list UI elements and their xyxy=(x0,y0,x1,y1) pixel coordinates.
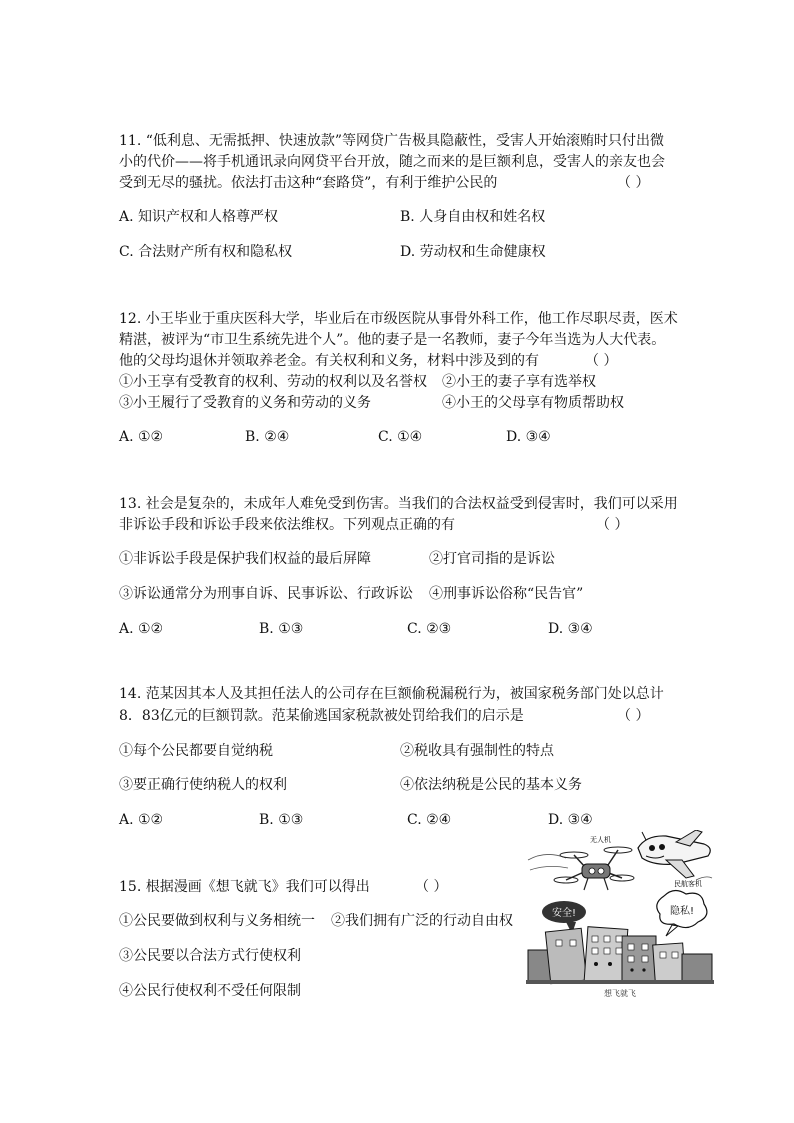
q11-answer-blank: （ ） xyxy=(617,175,650,191)
q13-statement-4: ④刑事诉讼俗称“民告官” xyxy=(429,586,584,602)
airplane-icon xyxy=(638,830,710,878)
q14-answer-blank: （ ） xyxy=(617,708,650,724)
privacy-text: 隐私! xyxy=(669,906,695,917)
q12-option-c[interactable]: C. ①④ xyxy=(378,429,423,445)
q12-line-1: 12. 小王毕业于重庆医科大学，毕业后在市级医院从事骨外科工作，他工作尽职尽责，医术 xyxy=(119,311,678,327)
q12-answer-blank: （ ） xyxy=(585,353,618,369)
q15-statement-3: ③公民要以合法方式行使权利 xyxy=(119,948,301,964)
q11-option-d[interactable]: D. 劳动权和生命健康权 xyxy=(400,244,546,260)
q12-statement-2: ②小王的妻子享有选举权 xyxy=(442,374,596,390)
q12-option-b[interactable]: B. ②④ xyxy=(245,429,290,445)
q12-statement-4: ④小王的父母享有物质帮助权 xyxy=(442,395,624,411)
q14-option-a[interactable]: A. ①② xyxy=(119,812,164,828)
q15-statement-2: ②我们拥有广泛的行动自由权 xyxy=(331,913,513,929)
q11-option-c[interactable]: C. 合法财产所有权和隐私权 xyxy=(119,244,293,260)
q11-line-1: 11. “低利息、无需抵押、快速放款”等网贷广告极具隐蔽性，受害人开始滚贿时只付出微 xyxy=(119,133,665,149)
q12-option-a[interactable]: A. ①② xyxy=(119,429,164,445)
buildings xyxy=(526,927,714,984)
q11-option-a[interactable]: A. 知识产权和人格尊严权 xyxy=(119,209,279,225)
q12-line-3: 他的父母均退休并领取养老金。有关权利和义务，材料中涉及到的有 xyxy=(119,353,539,369)
q12-statement-3: ③小王履行了受教育的义务和劳动的义务 xyxy=(119,395,371,411)
q14-line-2: 8．83亿元的巨额罚款。范某偷逃国家税款被处罚给我们的启示是 xyxy=(119,708,524,724)
q12-statement-1: ①小王享有受教育的权利、劳动的权利以及名誉权 xyxy=(119,374,427,390)
q15-answer-blank: （ ） xyxy=(415,879,448,895)
q13-line-2: 非诉讼手段和诉讼手段来依法维权。下列观点正确的有 xyxy=(119,517,455,533)
q15-line-1: 15. 根据漫画《想飞就飞》我们可以得出 xyxy=(119,879,370,895)
drone-label: 无人机 xyxy=(590,836,611,844)
q14-option-d[interactable]: D. ③④ xyxy=(548,812,593,828)
q13-option-b[interactable]: B. ①③ xyxy=(259,621,304,637)
q14-statement-4: ④依法纳税是公民的基本义务 xyxy=(400,777,582,793)
q13-option-c[interactable]: C. ②③ xyxy=(407,621,452,637)
cartoon-caption: 想飞就飞 xyxy=(604,989,636,998)
q11-line-2: 小的代价——将手机通讯录向网贷平台开放，随之而来的是巨额利息，受害人的亲友也会 xyxy=(119,154,665,170)
q12-option-d[interactable]: D. ③④ xyxy=(506,429,551,445)
q14-option-c[interactable]: C. ②④ xyxy=(407,812,452,828)
q13-option-a[interactable]: A. ①② xyxy=(119,621,164,637)
drone-icon xyxy=(554,847,634,890)
q15-statement-1: ①公民要做到权利与义务相统一 xyxy=(119,913,315,929)
q13-statement-1: ①非诉讼手段是保护我们权益的最后屏障 xyxy=(119,551,371,567)
safety-text: 安全! xyxy=(551,908,577,919)
plane-label: 民航客机 xyxy=(674,880,702,888)
q13-option-d[interactable]: D. ③④ xyxy=(548,621,593,637)
cartoon-illustration xyxy=(526,830,714,1002)
privacy-bubble xyxy=(657,890,707,936)
q14-line-1: 14. 范某因其本人及其担任法人的公司存在巨额偷税漏税行为，被国家税务部门处以总计 xyxy=(119,686,664,702)
q14-statement-2: ②税收具有强制性的特点 xyxy=(400,743,554,759)
q13-answer-blank: （ ） xyxy=(596,517,629,533)
q14-statement-1: ①每个公民都要自觉纳税 xyxy=(119,743,273,759)
q14-option-b[interactable]: B. ①③ xyxy=(259,812,304,828)
q11-option-b[interactable]: B. 人身自由权和姓名权 xyxy=(400,209,546,225)
q12-line-2: 精湛，被评为“市卫生系统先进个人”。他的妻子是一名教师，妻子今年当选为人大代表。 xyxy=(119,332,666,348)
q11-line-3: 受到无尽的骚扰。依法打击这种“套路贷”，有利于维护公民的 xyxy=(119,175,498,191)
q15-statement-4: ④公民行使权利不受任何限制 xyxy=(119,983,301,999)
q13-statement-2: ②打官司指的是诉讼 xyxy=(429,551,555,567)
q14-statement-3: ③要正确行使纳税人的权利 xyxy=(119,777,287,793)
q13-line-1: 13. 社会是复杂的，未成年人难免受到伤害。当我们的合法权益受到侵害时，我们可以采用 xyxy=(119,496,678,512)
q13-statement-3: ③诉讼通常分为刑事自诉、民事诉讼、行政诉讼 xyxy=(119,586,413,602)
